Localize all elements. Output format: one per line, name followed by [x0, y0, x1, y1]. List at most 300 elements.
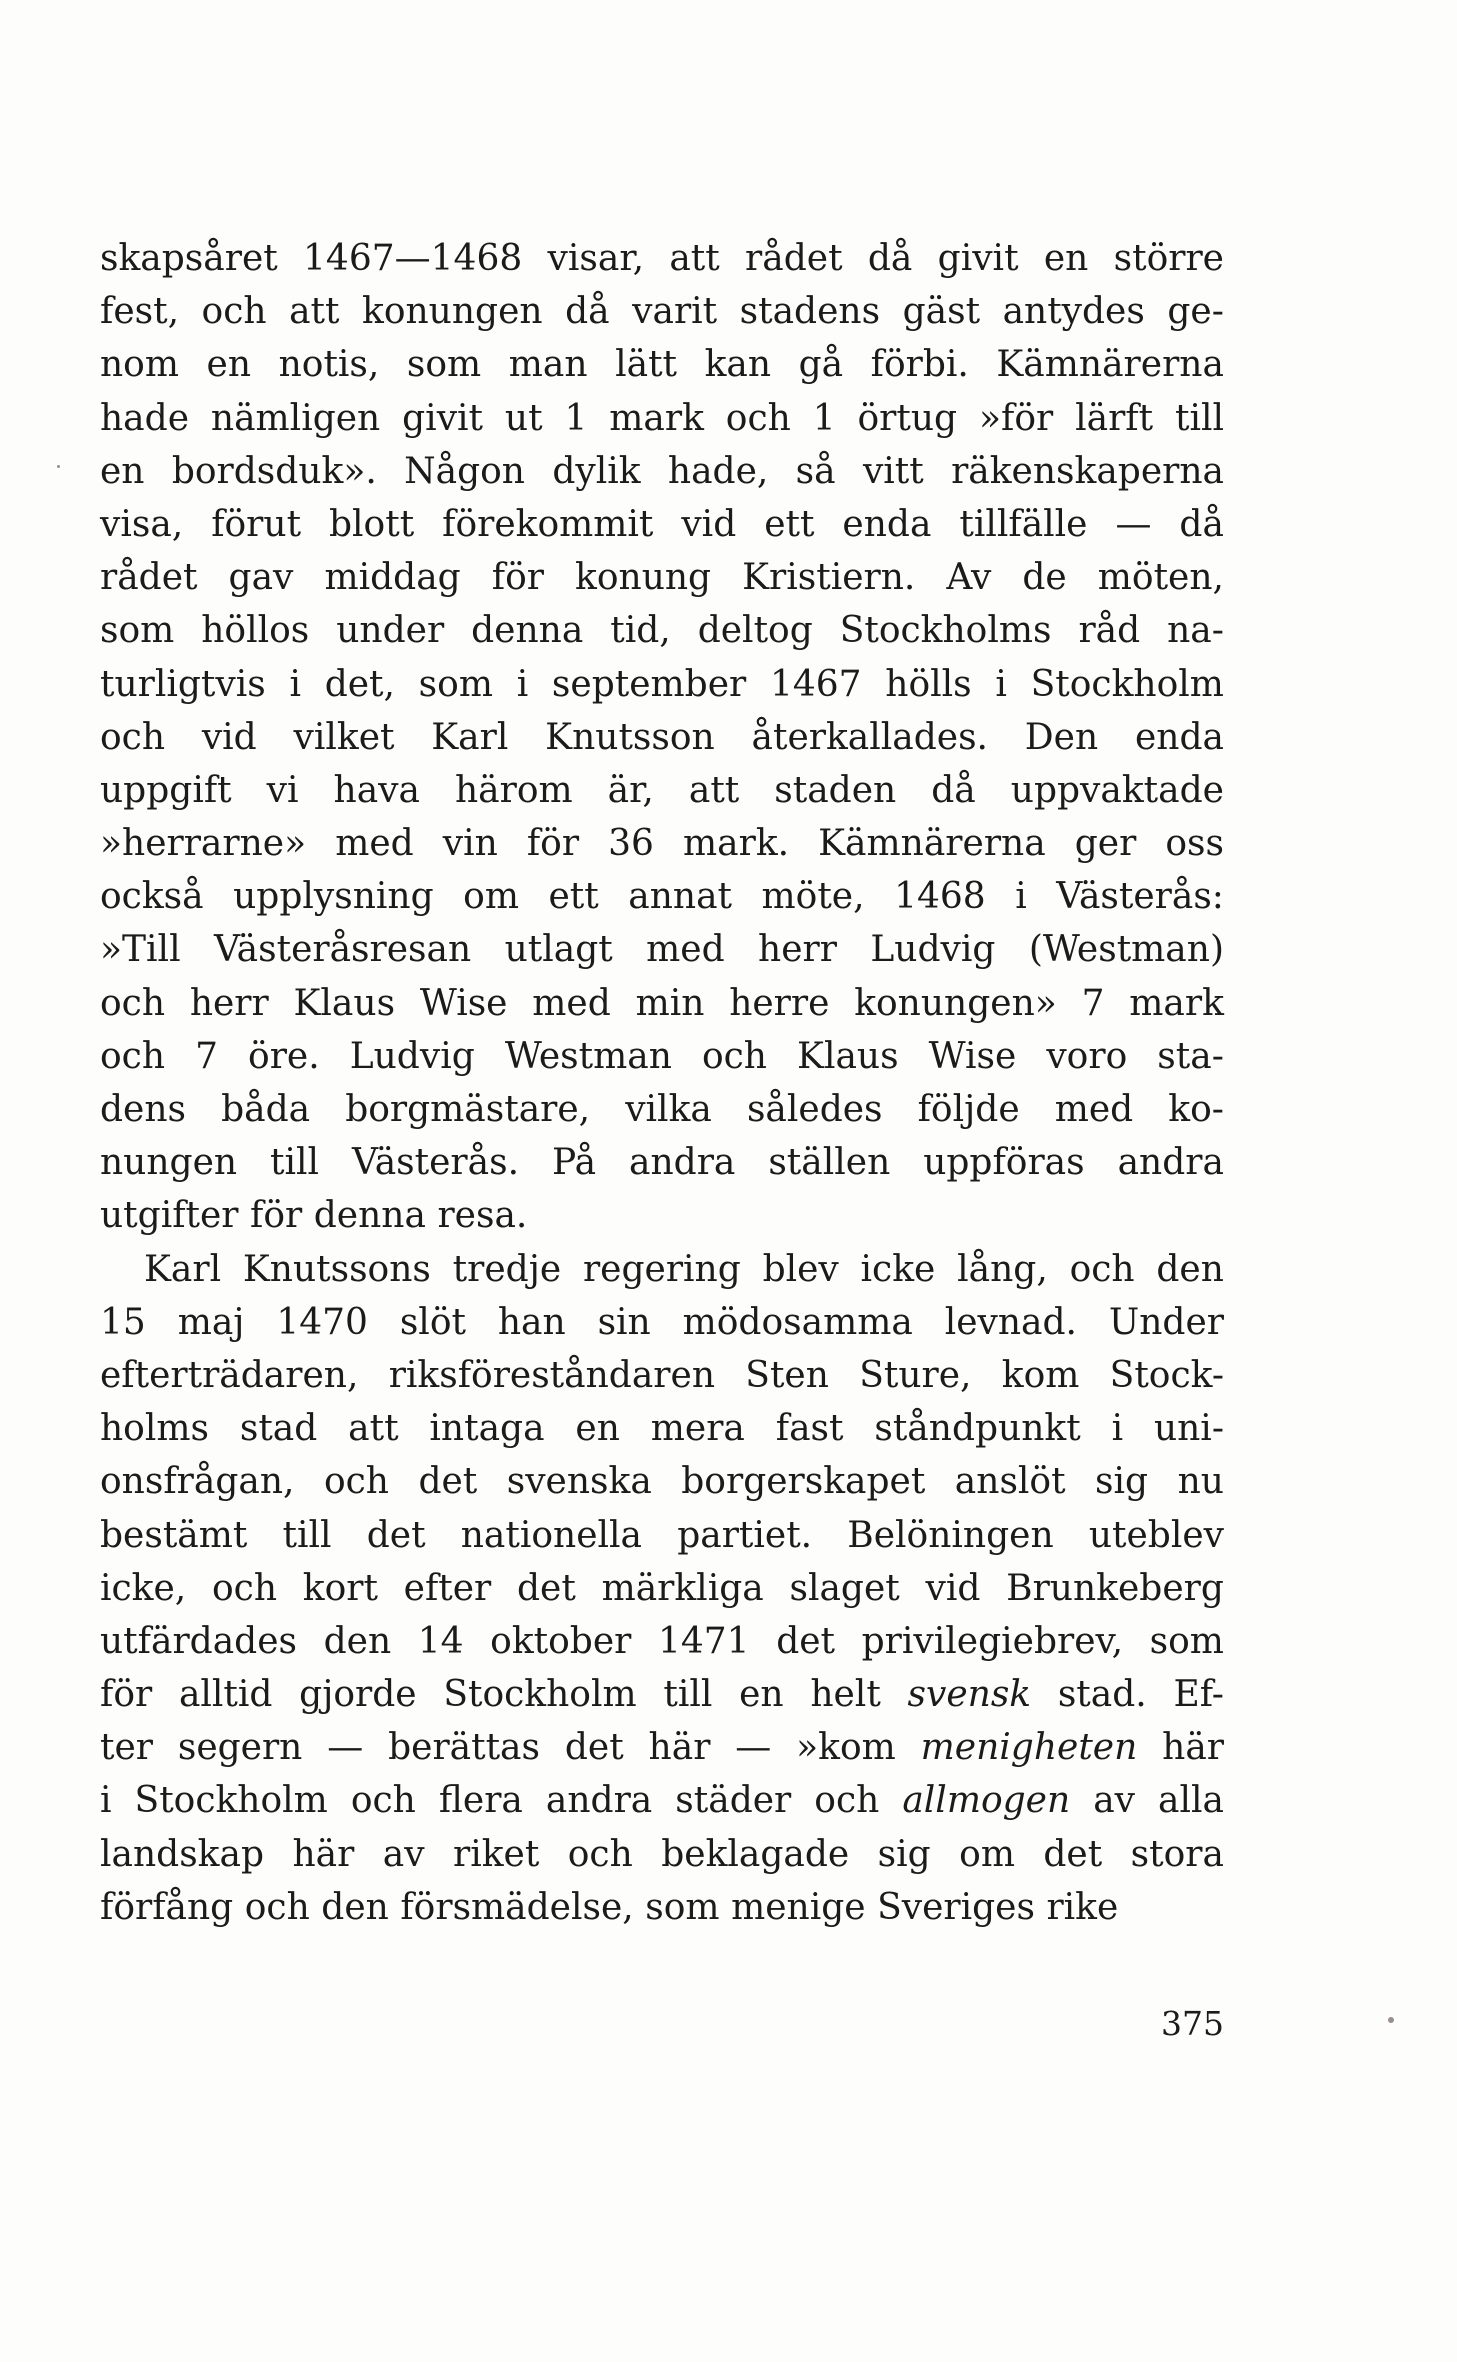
word: de — [1022, 557, 1067, 599]
word: det — [776, 1620, 836, 1662]
word: riksföreståndaren — [388, 1354, 716, 1396]
text-line — [100, 498, 1224, 551]
word: — — [1115, 503, 1152, 545]
text-line — [100, 1402, 1224, 1455]
word: hava — [333, 769, 420, 811]
word: sin — [597, 1301, 651, 1343]
word: menigheten — [920, 1727, 1138, 1769]
word: annat — [628, 876, 733, 918]
word: med — [335, 823, 414, 865]
text-line — [100, 870, 1224, 923]
word: återkallades. — [751, 716, 988, 758]
word: är, — [607, 769, 654, 811]
word: till — [663, 1674, 713, 1716]
word: Knutsson — [545, 716, 715, 758]
word: andra — [629, 1142, 736, 1184]
word: Stockholms — [839, 610, 1052, 652]
text-line — [100, 392, 1224, 445]
word: nungen — [100, 1142, 238, 1184]
word: rike — [1046, 1886, 1119, 1928]
text-line — [100, 1774, 1224, 1827]
word: då — [1179, 503, 1224, 545]
word: ett — [548, 876, 599, 918]
word: nom — [100, 344, 179, 386]
word: Västerås. — [352, 1142, 520, 1184]
word: voro — [1046, 1035, 1128, 1077]
word: stora — [1130, 1833, 1224, 1875]
word: örtug — [857, 397, 958, 439]
word: vid — [201, 716, 257, 758]
word: att — [289, 291, 340, 333]
word: städer — [675, 1780, 792, 1822]
word: kan — [704, 344, 772, 386]
word: 14 — [417, 1620, 464, 1662]
word: denna — [471, 610, 584, 652]
word: icke, — [100, 1567, 187, 1609]
word: Stockholm — [443, 1674, 637, 1716]
word: Stockholm — [1030, 663, 1224, 705]
word: kort — [302, 1567, 378, 1609]
word: och — [323, 1461, 389, 1503]
body-text — [100, 232, 1224, 1934]
word: om — [959, 1833, 1015, 1875]
word: mark — [1129, 982, 1224, 1024]
word: som — [1149, 1620, 1224, 1662]
word: stadens — [739, 291, 881, 333]
word: utgifter — [100, 1195, 239, 1237]
word: »Till — [100, 929, 181, 971]
word: 1468 — [894, 876, 986, 918]
word: om — [463, 876, 519, 918]
word: oss — [1165, 823, 1224, 865]
word: man — [508, 344, 588, 386]
word: efterträdaren, — [100, 1354, 359, 1396]
word: Västerås: — [1056, 876, 1224, 918]
word: »kom — [796, 1727, 896, 1769]
word: 1467—1468 — [303, 238, 523, 279]
word: under — [336, 610, 445, 652]
word: för — [250, 1195, 303, 1237]
word: givit — [937, 238, 1019, 279]
text-line — [100, 711, 1224, 764]
word: september — [551, 663, 747, 705]
word: Av — [946, 557, 992, 599]
word: menige — [731, 1886, 866, 1928]
word: konungen — [362, 291, 543, 333]
word: Sten — [745, 1354, 829, 1396]
word: en — [100, 450, 145, 492]
word: gå — [798, 344, 844, 386]
word: råd — [1078, 610, 1141, 652]
word: och — [814, 1780, 880, 1822]
word: anslöt — [954, 1461, 1066, 1503]
text-line — [100, 604, 1224, 657]
word: upplysning — [233, 876, 434, 918]
word: en — [206, 344, 252, 386]
word: Den — [1024, 716, 1099, 758]
text-line — [100, 1030, 1224, 1083]
word: och — [100, 982, 166, 1024]
text-line — [100, 1349, 1224, 1402]
word: alla — [1158, 1780, 1224, 1822]
word: blott — [329, 503, 415, 545]
word: också — [100, 876, 204, 918]
word: och — [567, 1833, 633, 1875]
word: vitt — [862, 450, 924, 492]
word: (Westman) — [1028, 929, 1224, 971]
word: till — [1174, 397, 1224, 439]
word: hade — [100, 397, 189, 439]
word: höllos — [201, 610, 310, 652]
word: ger — [1074, 823, 1137, 865]
word: Sveriges — [877, 1886, 1035, 1928]
word: den — [1156, 1248, 1224, 1290]
word: 1471 — [657, 1620, 750, 1662]
word: — — [735, 1727, 772, 1769]
word: då — [867, 238, 913, 279]
word: lång, — [957, 1248, 1048, 1290]
text-line — [100, 1136, 1224, 1189]
word: utfärdades — [100, 1620, 297, 1662]
word: här — [292, 1833, 355, 1875]
word: som — [100, 610, 175, 652]
paper-speck — [57, 465, 60, 468]
word: förekommit — [442, 503, 654, 545]
word: således — [746, 1089, 883, 1130]
word: flera — [438, 1780, 523, 1822]
word: som — [418, 663, 493, 705]
word: privilegiebrev, — [861, 1620, 1124, 1662]
word: nämligen — [210, 397, 381, 439]
text-line — [100, 1083, 1224, 1136]
text-line — [100, 551, 1224, 604]
word: svenska — [506, 1461, 652, 1503]
word: ut — [504, 397, 543, 439]
word: rådet — [100, 557, 198, 599]
word: Wise — [928, 1035, 1017, 1077]
word: Karl — [431, 716, 509, 758]
word: möten, — [1097, 557, 1224, 599]
word: med — [1054, 1089, 1134, 1130]
word: uppgift — [100, 769, 232, 811]
word: och — [100, 1035, 166, 1077]
word: mera — [650, 1408, 745, 1450]
word: båda — [221, 1089, 311, 1130]
word: ett — [764, 503, 815, 545]
word: visar, — [547, 238, 645, 279]
word: och — [244, 1886, 310, 1928]
word: konung — [575, 557, 712, 599]
word: och — [211, 1567, 278, 1609]
word: och — [701, 1035, 767, 1077]
word: Karl — [144, 1248, 222, 1290]
word: resa. — [437, 1195, 528, 1237]
word: med — [646, 929, 725, 971]
text-line — [100, 285, 1224, 338]
word: han — [497, 1301, 566, 1343]
word: vid — [925, 1567, 981, 1609]
word: visa, — [100, 503, 184, 545]
word: Klaus — [797, 1035, 899, 1077]
word: hölls — [885, 663, 972, 705]
word: Stockholm — [134, 1780, 328, 1822]
word: min — [635, 982, 705, 1024]
word: försmädelse, — [400, 1886, 634, 1928]
word: 1467 — [769, 663, 862, 705]
word: stad — [239, 1408, 318, 1450]
word: landskap — [100, 1833, 265, 1875]
word: möte, — [761, 876, 865, 918]
word: så — [795, 450, 836, 492]
word: sta- — [1157, 1035, 1224, 1077]
word: utlagt — [504, 929, 613, 971]
word: och — [100, 716, 166, 758]
word: och — [350, 1780, 416, 1822]
word: och — [201, 291, 267, 333]
word: beklagade — [661, 1833, 850, 1875]
word: varit — [632, 291, 718, 333]
word: förbi. — [870, 344, 969, 386]
word: av — [1093, 1780, 1135, 1822]
word: slaget — [789, 1567, 900, 1609]
word: en — [1043, 238, 1089, 279]
word: att — [669, 238, 720, 279]
word: kom — [1001, 1354, 1080, 1396]
word: förfång — [100, 1886, 234, 1928]
word: antydes — [1002, 291, 1145, 333]
word: märkliga — [601, 1567, 764, 1609]
word: Knutssons — [242, 1248, 431, 1290]
word: en — [739, 1674, 784, 1716]
word: fast — [775, 1408, 844, 1450]
word: hade, — [667, 450, 769, 492]
word: att — [688, 769, 740, 811]
word: härom — [454, 769, 573, 811]
word: ko- — [1168, 1089, 1224, 1130]
word: räkenskaperna — [951, 450, 1224, 492]
word: uteblev — [1088, 1514, 1224, 1556]
word: »herrarne» — [100, 823, 307, 865]
word: då — [931, 769, 976, 811]
word: svensk — [907, 1674, 1032, 1716]
text-line — [100, 817, 1224, 870]
word: bordsduk». — [171, 450, 377, 492]
word: tillfälle — [959, 503, 1088, 545]
page-number: 375 — [1161, 2004, 1224, 2043]
text-line — [100, 1562, 1224, 1615]
word: onsfrågan, — [100, 1461, 295, 1503]
word: ståndpunkt — [874, 1408, 1081, 1450]
word: med — [532, 982, 611, 1024]
word: herr — [189, 982, 269, 1024]
word: På — [551, 1142, 597, 1184]
text-line — [100, 764, 1224, 817]
word: na- — [1167, 610, 1224, 652]
word: maj — [177, 1301, 245, 1343]
word: mark. — [683, 823, 790, 865]
word: att — [348, 1408, 399, 1450]
word: Sture, — [859, 1354, 972, 1396]
word: den — [321, 1886, 389, 1928]
word: dylik — [552, 450, 641, 492]
word: 1 — [812, 397, 836, 439]
text-line — [100, 1189, 1224, 1242]
word: lätt — [615, 344, 678, 386]
word: ter — [100, 1727, 153, 1769]
text-line — [100, 1828, 1224, 1881]
word: holms — [100, 1408, 209, 1450]
word: Belöningen — [847, 1514, 1054, 1556]
word: större — [1113, 238, 1224, 279]
word: middag — [324, 557, 461, 599]
word: vilka — [625, 1089, 712, 1130]
word: berättas — [388, 1727, 540, 1769]
word: Västeråsresan — [213, 929, 472, 971]
word: uni- — [1153, 1408, 1224, 1450]
word: andra — [545, 1780, 653, 1822]
word: den — [323, 1620, 392, 1662]
text-line — [100, 1668, 1224, 1721]
word: Kristiern. — [742, 557, 916, 599]
word: det — [1043, 1833, 1103, 1875]
word: öre. — [248, 1035, 320, 1077]
word: mark — [609, 397, 704, 439]
word: borgmästare, — [345, 1089, 591, 1130]
text-line — [100, 1509, 1224, 1562]
word: som — [645, 1886, 720, 1928]
word: riket — [453, 1833, 540, 1875]
word: sig — [1095, 1461, 1149, 1503]
word: icke — [860, 1248, 936, 1290]
word: av — [382, 1833, 425, 1875]
word: helt — [810, 1674, 881, 1716]
text-line — [100, 1721, 1224, 1774]
text-line — [100, 977, 1224, 1030]
word: en — [575, 1408, 620, 1450]
word: lärft — [1075, 397, 1154, 439]
word: deltog — [697, 610, 813, 652]
word: regering — [582, 1248, 741, 1290]
word: allmogen — [902, 1780, 1071, 1822]
word: 15 — [100, 1301, 146, 1343]
word: det, — [324, 663, 395, 705]
word: uppvaktade — [1010, 769, 1224, 811]
word: nu — [1177, 1461, 1224, 1503]
word: Ludvig — [870, 929, 996, 971]
word: 1470 — [276, 1301, 368, 1343]
word: Stock- — [1109, 1354, 1224, 1396]
word: ge- — [1167, 291, 1224, 333]
word: Wise — [419, 982, 508, 1024]
word: 7 — [195, 1035, 218, 1077]
word: följde — [917, 1089, 1020, 1130]
word: för — [491, 557, 544, 599]
word: då — [565, 291, 610, 333]
word: här — [648, 1727, 711, 1769]
word: vilket — [293, 716, 395, 758]
text-line — [100, 658, 1224, 711]
word: gäst — [902, 291, 981, 333]
word: det — [366, 1514, 426, 1556]
word: i — [516, 663, 529, 705]
word: i — [289, 663, 301, 705]
word: andra — [1117, 1142, 1224, 1184]
word: Westman — [504, 1035, 672, 1077]
word: i — [1111, 1408, 1124, 1450]
word: Ef- — [1173, 1674, 1224, 1716]
word: 1 — [564, 397, 588, 439]
paper-speck — [1388, 2017, 1394, 2023]
word: herre — [729, 982, 830, 1024]
word: i — [995, 663, 1007, 705]
word: skapsåret — [100, 238, 278, 279]
word: för — [526, 823, 580, 865]
word: till — [282, 1514, 332, 1556]
word: tid, — [610, 610, 671, 652]
word: slöt — [399, 1301, 466, 1343]
word: här — [1162, 1727, 1224, 1769]
word: bestämt — [100, 1514, 248, 1556]
word: »för — [978, 397, 1054, 439]
word: sig — [877, 1833, 931, 1875]
word: nationella — [460, 1514, 643, 1556]
word: alltid — [178, 1674, 273, 1716]
text-line — [100, 923, 1224, 976]
word: rådet — [745, 238, 843, 279]
word: Brunkeberg — [1006, 1567, 1224, 1609]
word: gjorde — [299, 1674, 417, 1716]
word: i — [1015, 876, 1027, 918]
word: till — [270, 1142, 320, 1184]
word: levnad. — [944, 1301, 1077, 1343]
word: och — [1069, 1248, 1135, 1290]
word: Ludvig — [349, 1035, 475, 1077]
word: staden — [774, 769, 897, 811]
word: som — [406, 344, 482, 386]
word: 36 — [608, 823, 654, 865]
word: notis, — [278, 344, 380, 386]
word: enda — [1134, 716, 1224, 758]
text-line — [100, 1615, 1224, 1668]
word: för — [100, 1674, 153, 1716]
word: Under — [1108, 1301, 1224, 1343]
text-line — [100, 445, 1224, 498]
word: fest, — [100, 291, 180, 333]
word: enda — [842, 503, 932, 545]
word: oktober — [490, 1620, 632, 1662]
word: blev — [762, 1248, 839, 1290]
word: intaga — [429, 1408, 545, 1450]
word: turligtvis — [100, 663, 266, 705]
word: förut — [211, 503, 302, 545]
word: segern — [177, 1727, 303, 1769]
word: herr — [758, 929, 837, 971]
text-line — [100, 1296, 1224, 1349]
word: givit — [402, 397, 484, 439]
word: partiet. — [677, 1514, 813, 1556]
word: dens — [100, 1089, 187, 1130]
text-line — [100, 1455, 1224, 1508]
word: Kämnärerna — [996, 344, 1224, 386]
word: — — [327, 1727, 364, 1769]
word: vin — [442, 823, 498, 865]
word: det — [564, 1727, 624, 1769]
word: i — [100, 1780, 112, 1822]
word: gav — [228, 557, 294, 599]
word: ställen — [768, 1142, 891, 1184]
word: efter — [403, 1567, 492, 1609]
word: Kämnärerna — [818, 823, 1046, 865]
